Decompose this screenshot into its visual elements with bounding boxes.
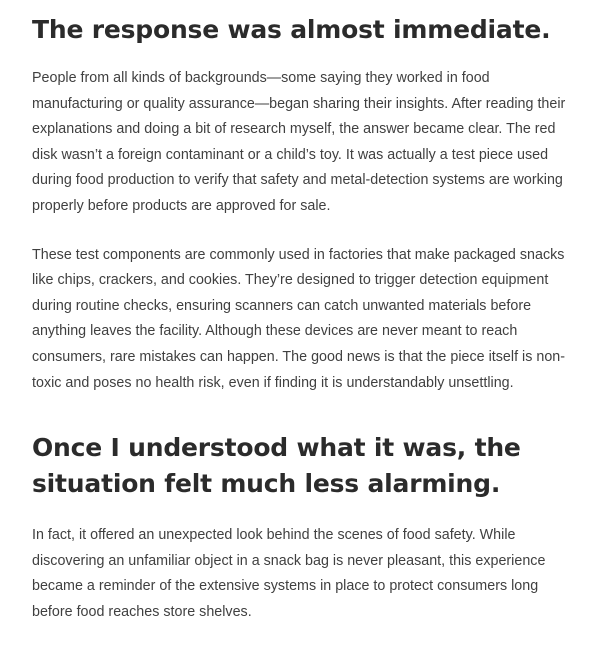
article-paragraph-1: People from all kinds of backgrounds—some saying they worked in food manufacturing or quality assurance—began sharing their insights. After reading their explanations and doing a bit of research myself, the answer became clear. The red disk wasn’t a foreign contaminant or a child’s toy. It was actually a test piece used during food production to verify that safety and metal-detection systems are working properly before products are approved for sale. (32, 70, 566, 214)
article-paragraph-3: In fact, it offered an unexpected look behind the scenes of food safety. While discovering an unfamiliar object in a snack bag is never pleasant, this experience became a reminder of the extensive systems in place to protect consumers long before food reaches store shelves. (32, 527, 546, 620)
article-heading-primary: The response was almost immediate. (32, 15, 551, 44)
article-paragraph-2: These test components are commonly used in factories that make packaged snacks like chips, crackers, and cookies. They’re designed to trigger detection equipment during routine checks, ensuring scanners can catch unwanted materials before anything leaves the facility. Although these devices are never meant to reach consumers, rare mistakes can happen. The good news is that the piece itself is non-toxic and poses no health risk, even if finding it is understandably unsettling. (32, 246, 566, 391)
article-heading-secondary: Once I understood what it was, the situation felt much less alarming. (32, 433, 521, 499)
